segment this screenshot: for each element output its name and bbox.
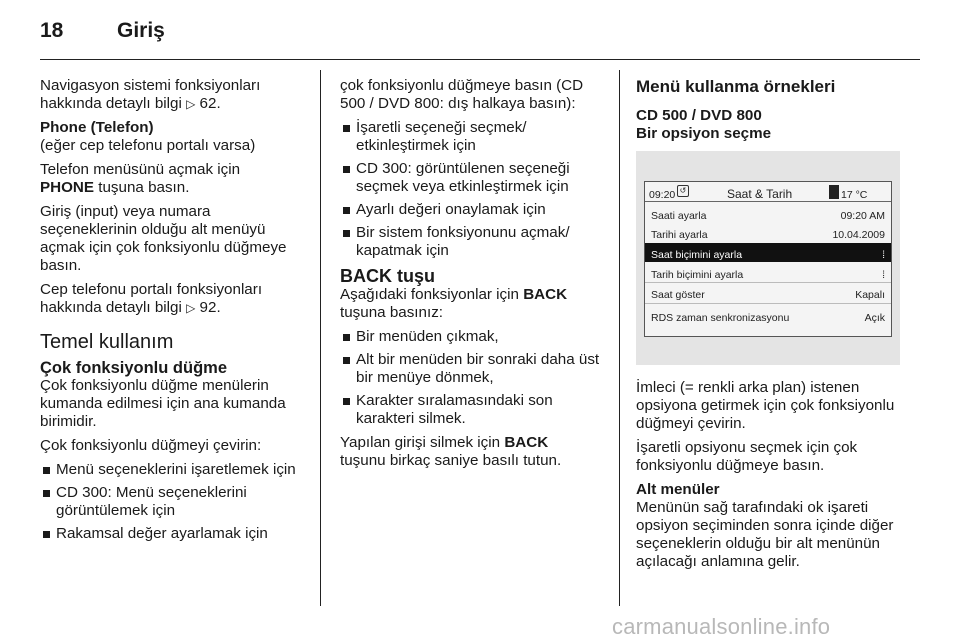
submenu-arrow-icon: ⁞ <box>882 249 885 261</box>
screen-menu-row: Tarihi ayarla 10.04.2009 <box>651 229 885 241</box>
phone-key: PHONE <box>40 179 95 196</box>
knob-text: Çok fonksiyonlu düğme menülerin kumanda edilmesi için ana kumanda birimidir. <box>40 377 286 430</box>
list-item: Alt bir menüden bir sonraki daha üst bir menüye dönmek, <box>340 351 602 387</box>
watermark: carmanualsonline.info <box>612 614 831 639</box>
submenu-text: Menünün sağ tarafındaki ok işareti opsiyon seçiminden sonra içinde diğer seçeneklerin olduğu bir alt menünün açılacağı anlamına gelir. <box>636 499 894 570</box>
list-item: Karakter sıralamasındaki son karakteri silmek. <box>340 392 602 428</box>
select-text: İşaretli opsiyonu seçmek için çok fonksiyonlu düğmeye basın. <box>636 439 858 474</box>
page-number: 18 <box>40 19 64 42</box>
back-key: BACK <box>504 434 549 451</box>
press-list <box>340 119 602 260</box>
knob-heading: Çok fonksiyonlu düğme <box>40 359 228 377</box>
screen-title: Saat & Tarih <box>727 187 793 201</box>
chapter-title: Giriş <box>117 19 165 42</box>
screen-menu-row: Saat göster Kapalı <box>651 289 885 301</box>
display-screen <box>644 181 892 337</box>
display-screenshot <box>636 151 900 365</box>
basic-usage-heading: Temel kullanım <box>40 331 174 353</box>
screen-menu-row-selected: Saat biçimini ayarla ⁞ <box>645 243 891 262</box>
screen-temperature: 17 °C <box>841 189 868 201</box>
back-list <box>340 328 602 428</box>
screen-time: 09:20 <box>649 189 676 201</box>
submenu-arrow-icon: ⁞ <box>882 269 885 281</box>
navigation-intro: Navigasyon sistemi fonksiyonları hakkında detaylı bilgi ▷ 62. <box>40 77 261 112</box>
menu-examples-heading: Menü kullanma örnekleri <box>636 77 836 96</box>
cursor-text: İmleci (= renkli arka plan) istenen opsiyona getirmek için çok fonksiyonlu düğmeyi çevirin. <box>636 379 895 432</box>
column-divider-2 <box>619 70 620 606</box>
turn-list <box>40 461 308 543</box>
screen-separator <box>645 303 891 304</box>
list-item: Bir sistem fonksiyonunu açmak/ kapatmak için <box>340 224 602 260</box>
page-ref-icon: ▷ <box>186 301 196 315</box>
portal-text: Cep telefonu portalı fonksiyonları hakkında detaylı bilgi ▷ 92. <box>40 281 263 316</box>
list-item: CD 300: Menü seçeneklerini görüntülemek için <box>40 484 308 520</box>
screen-menu-row: RDS zaman senkronizasyonu Açık <box>651 312 885 324</box>
phone-heading: Phone (Telefon) <box>40 119 154 136</box>
turn-text: Çok fonksiyonlu düğmeyi çevirin: <box>40 437 262 454</box>
submenu-heading: Alt menüler <box>636 481 720 498</box>
back-intro: Aşağıdaki fonksiyonlar için BACK tuşuna basınız: <box>340 286 568 321</box>
back-key: BACK <box>523 286 568 303</box>
back-heading: BACK tuşu <box>340 266 435 286</box>
input-text: Giriş (input) veya numara seçeneklerinin olduğu alt menüyü açmak için çok fonksiyonlu düğmeye basın. <box>40 203 287 274</box>
column-divider-1 <box>320 70 321 606</box>
list-item: Ayarlı değeri onaylamak için <box>340 201 602 219</box>
column-3 <box>636 77 898 577</box>
list-item: Rakamsal değer ayarlamak için <box>40 525 308 543</box>
list-item: Menü seçeneklerini işaretlemek için <box>40 461 308 479</box>
screen-menu-row: Saati ayarla 09:20 AM <box>651 210 885 222</box>
list-item: Bir menüden çıkmak, <box>340 328 602 346</box>
phone-note: (eğer cep telefonu portalı varsa) <box>40 137 256 154</box>
thermometer-icon <box>829 185 839 199</box>
list-item: İşaretli seçeneği seçmek/ etkinleştirmek için <box>340 119 602 155</box>
press-text: çok fonksiyonlu düğmeye basın (CD 500 / DVD 800: dış halkaya basın): <box>340 77 584 112</box>
page-header <box>0 0 960 60</box>
list-item: CD 300: görüntülenen seçeneği seçmek veya etkinleştirmek için <box>340 160 602 196</box>
clock-sync-icon: ↺ <box>677 185 689 197</box>
model-heading: CD 500 / DVD 800 <box>636 107 762 124</box>
back-hold-text: Yapılan girişi silmek için BACK tuşunu birkaç saniye basılı tutun. <box>340 434 562 469</box>
phone-menu-text: Telefon menüsünü açmak için PHONE tuşuna basın. <box>40 161 241 196</box>
column-1 <box>40 77 308 549</box>
screen-status-bar <box>645 182 891 202</box>
column-2 <box>340 77 602 476</box>
page-ref-icon: ▷ <box>186 97 196 111</box>
select-option-heading: Bir opsiyon seçme <box>636 125 772 142</box>
header-divider <box>40 59 920 60</box>
screen-menu-row: Tarih biçimini ayarla ⁞ <box>645 263 891 282</box>
